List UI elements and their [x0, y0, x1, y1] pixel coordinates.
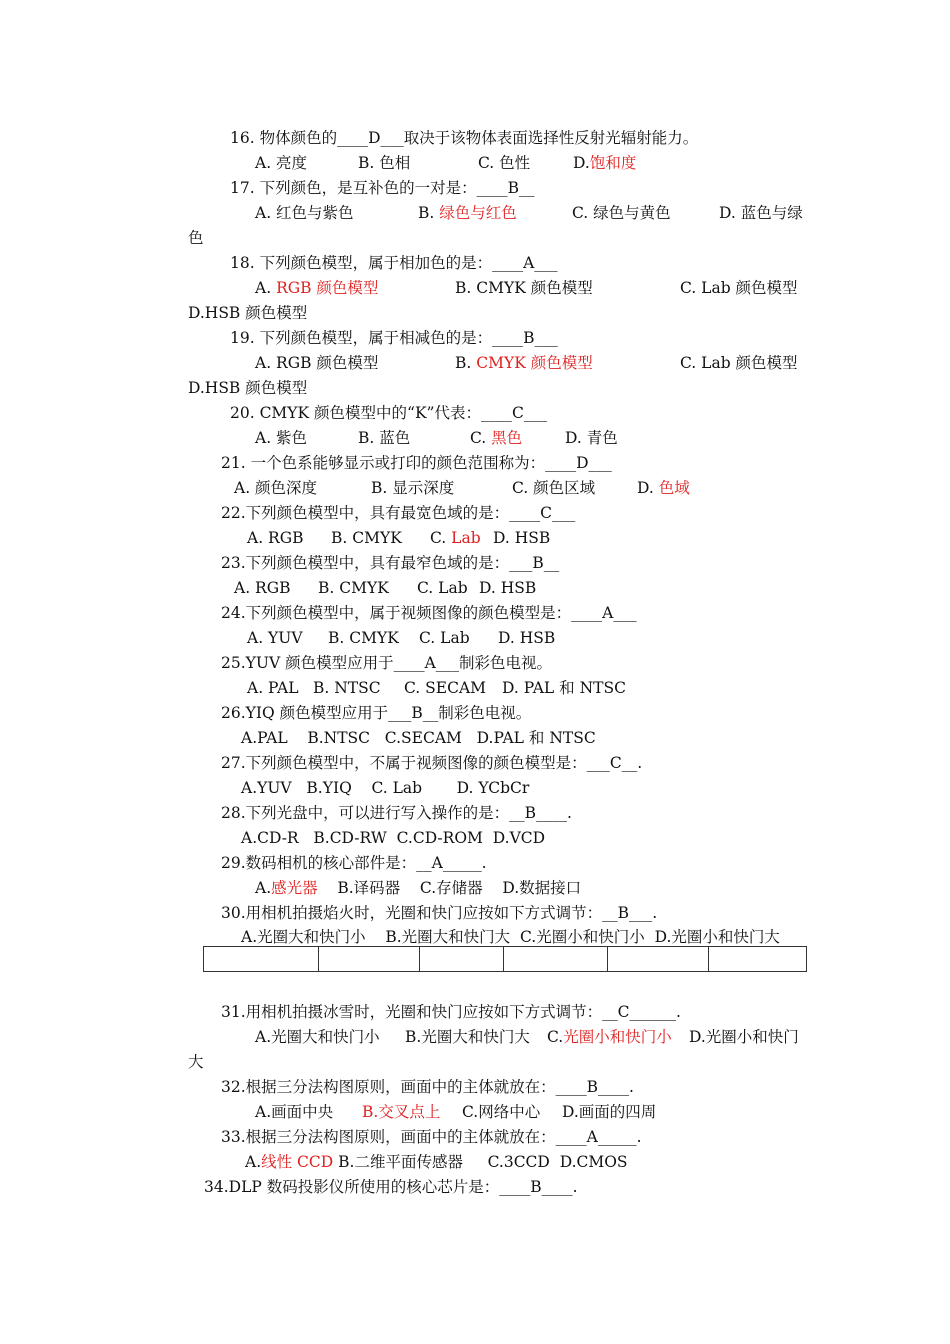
q27-answer: ___C__ [586, 754, 638, 772]
q21-option-d: D. 色域 [637, 479, 690, 497]
q19-stem: 19. 下列颜色模型，属于相减色的是：____B___ [230, 329, 558, 347]
q16-answer: ____D___ [337, 129, 404, 147]
q24-answer: ____A___ [571, 604, 637, 622]
q19-answer: ____B___ [492, 329, 558, 347]
q20-stem: 20. CMYK 颜色模型中的“K”代表：____C___ [230, 404, 548, 422]
q28-stem: 28.下列光盘中，可以进行写入操作的是：__B____. [221, 804, 572, 822]
q28-options: A.CD-R B.CD-RW C.CD-ROM D.VCD [241, 829, 546, 847]
q32-option-a: A.画面中央 [255, 1103, 334, 1121]
q20-option-d: D. 青色 [565, 429, 618, 447]
q17-option-a: A. 红色与紫色 [255, 204, 354, 222]
q22-option-d: D. HSB [493, 529, 551, 547]
q16-option-b: B. 色相 [358, 154, 411, 172]
q22-answer: ____C___ [509, 504, 576, 522]
q21-option-a: A. 颜色深度 [234, 479, 318, 497]
q22-option-b: B. CMYK [331, 529, 402, 547]
q26-options: A.PAL B.NTSC C.SECAM D.PAL 和 NTSC [241, 729, 596, 747]
q31-option-d-wrap: 大 [188, 1053, 204, 1071]
q24-option-d: D. HSB [498, 629, 556, 647]
q23-stem: 23.下列颜色模型中，具有最窄色域的是：___B__ [221, 554, 560, 572]
q19-option-c: C. Lab 颜色模型 [680, 354, 798, 372]
q18-stem: 18. 下列颜色模型，属于相加色的是：____A___ [230, 254, 558, 272]
q30-options: A.光圈大和快门小 B.光圈大和快门大 C.光圈小和快门小 D.光圈小和快门大 [241, 928, 780, 946]
q24-option-a: A. YUV [247, 629, 303, 647]
table-cell [504, 947, 608, 972]
table-row [204, 947, 807, 972]
q17-option-d-wrap: 色 [188, 229, 204, 247]
q18-answer: ____A___ [492, 254, 558, 272]
q33-options: A.线性 CCD B.二维平面传感器 C.3CCD D.CMOS [245, 1153, 628, 1171]
q17-answer: ____B__ [476, 179, 535, 197]
q32-stem: 32.根据三分法构图原则，画面中的主体就放在：____B____. [221, 1078, 634, 1096]
empty-table [203, 946, 807, 972]
q29-options: A.感光器 B.译码器 C.存储器 D.数据接口 [255, 879, 582, 897]
q24-stem: 24.下列颜色模型中，属于视频图像的颜色模型是：____A___ [221, 604, 637, 622]
q34-answer: ____B____ [499, 1178, 573, 1196]
q20-answer: ____C___ [480, 404, 548, 422]
q19-option-b: B. CMYK 颜色模型 [455, 354, 593, 372]
q18-option-a: A. RGB 颜色模型 [255, 279, 379, 297]
q31-option-b: B.光圈大和快门大 [405, 1028, 530, 1046]
q21-option-c: C. 颜色区域 [512, 479, 596, 497]
q32-option-c: C.网络中心 [462, 1103, 541, 1121]
q22-option-a: A. RGB [247, 529, 304, 547]
q25-option-a: A. PAL [247, 679, 299, 697]
q20-option-c: C. 黑色 [470, 429, 523, 447]
table-cell [608, 947, 709, 972]
q22-stem: 22.下列颜色模型中，具有最宽色域的是：____C___ [221, 504, 576, 522]
q32-option-d: D.画面的四周 [562, 1103, 657, 1121]
q21-answer: ____D___ [545, 454, 612, 472]
q16-option-a: A. 亮度 [255, 154, 308, 172]
table-cell [420, 947, 504, 972]
q19-option-a: A. RGB 颜色模型 [255, 354, 379, 372]
q30-answer: __B___ [602, 904, 653, 922]
q17-option-c: C. 绿色与黄色 [572, 204, 671, 222]
q22-option-c: C. Lab [430, 529, 481, 547]
q21-option-b: B. 显示深度 [371, 479, 455, 497]
q23-answer: ___B__ [509, 554, 560, 572]
q25-stem: 25.YUV 颜色模型应用于____A___制彩色电视。 [221, 654, 553, 672]
q17-stem: 17. 下列颜色，是互补色的一对是：____B__ [230, 179, 535, 197]
table-cell [204, 947, 319, 972]
q20-option-b: B. 蓝色 [358, 429, 411, 447]
q34-stem: 34.DLP 数码投影仪所使用的核心芯片是：____B____. [204, 1178, 578, 1196]
q23-option-c: C. Lab [417, 579, 468, 597]
q32-option-b: B.交叉点上 [362, 1103, 441, 1121]
q31-option-a: A.光圈大和快门小 [255, 1028, 380, 1046]
q29-stem: 29.数码相机的核心部件是：__A_____. [221, 854, 487, 872]
q29-answer: __A_____ [416, 854, 482, 872]
q25-answer: ____A___ [393, 654, 460, 672]
q18-option-c: C. Lab 颜色模型 [680, 279, 798, 297]
table-cell [709, 947, 807, 972]
q27-options: A.YUV B.YIQ C. Lab D. YCbCr [241, 779, 530, 797]
q30-stem: 30.用相机拍摄焰火时，光圈和快门应按如下方式调节：__B___. [221, 904, 658, 922]
q31-answer: __C______ [602, 1003, 677, 1021]
q17-option-d: D. 蓝色与绿 [719, 204, 803, 222]
q17-option-b: B. 绿色与红色 [418, 204, 517, 222]
q25-option-b: B. NTSC [313, 679, 381, 697]
q23-option-d: D. HSB [479, 579, 537, 597]
q23-option-a: A. RGB [234, 579, 291, 597]
q24-option-c: C. Lab [419, 629, 470, 647]
q26-answer: ___B__ [388, 704, 439, 722]
table-cell [319, 947, 420, 972]
q16-option-d: D.饱和度 [573, 154, 637, 172]
q23-option-b: B. CMYK [318, 579, 389, 597]
q28-answer: __B____ [509, 804, 568, 822]
q31-option-d: D.光圈小和快门 [689, 1028, 799, 1046]
q26-stem: 26.YIQ 颜色模型应用于___B__制彩色电视。 [221, 704, 532, 722]
q31-option-c: C.光圈小和快门小 [547, 1028, 672, 1046]
q25-option-c: C. SECAM [404, 679, 487, 697]
q19-option-d: D.HSB 颜色模型 [188, 379, 308, 397]
q32-answer: ____B____ [555, 1078, 630, 1096]
q18-option-d: D.HSB 颜色模型 [188, 304, 308, 322]
q18-option-b: B. CMYK 颜色模型 [455, 279, 593, 297]
q33-answer: ____A_____ [555, 1128, 637, 1146]
q31-stem: 31.用相机拍摄冰雪时，光圈和快门应按如下方式调节：__C______. [221, 1003, 681, 1021]
q33-stem: 33.根据三分法构图原则，画面中的主体就放在：____A_____. [221, 1128, 642, 1146]
q27-stem: 27.下列颜色模型中，不属于视频图像的颜色模型是：___C__. [221, 754, 643, 772]
q21-stem: 21. 一个色系能够显示或打印的颜色范围称为：____D___ [221, 454, 612, 472]
q24-option-b: B. CMYK [328, 629, 399, 647]
q25-option-d: D. PAL 和 NTSC [502, 679, 626, 697]
q20-option-a: A. 紫色 [255, 429, 308, 447]
q16-stem: 16. 物体颜色的____D___取决于该物体表面选择性反射光辐射能力。 [230, 129, 699, 147]
q16-option-c: C. 色性 [478, 154, 531, 172]
